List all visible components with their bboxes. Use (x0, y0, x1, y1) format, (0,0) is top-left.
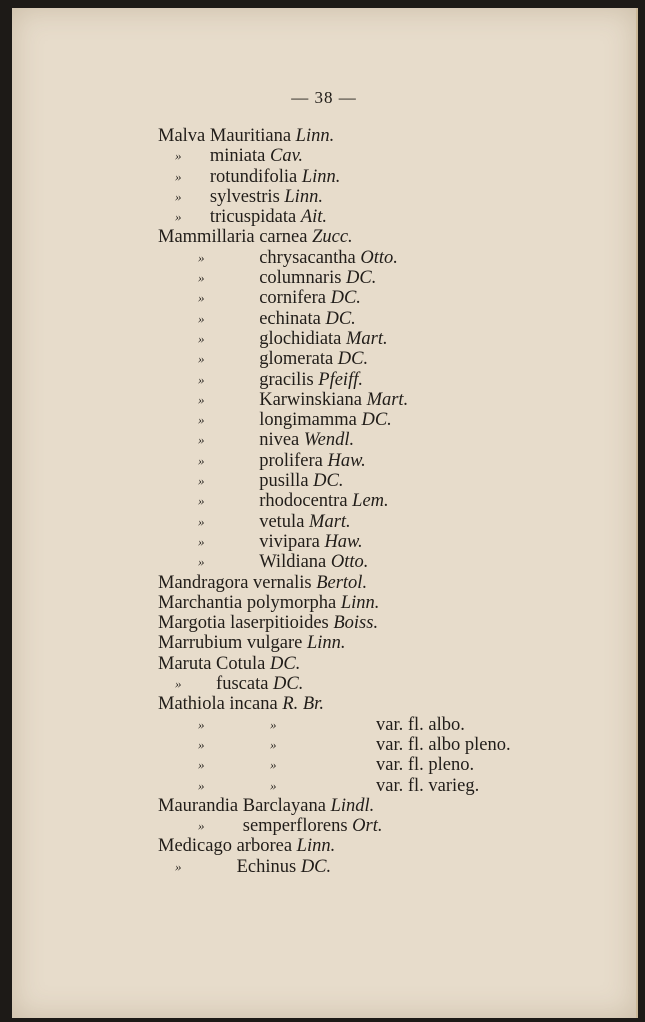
author-abbrev: Mart. (346, 328, 388, 349)
list-item (158, 654, 628, 674)
ditto-mark: » (198, 330, 205, 346)
species-name: echinata (259, 308, 321, 329)
genus-name: Margotia (158, 613, 226, 634)
species-name: Karwinskiana (259, 389, 362, 410)
author-abbrev: Linn. (301, 166, 341, 187)
ditto-mark: » (198, 736, 205, 752)
ditto-mark: » (198, 432, 205, 448)
ditto-mark: » (270, 777, 277, 793)
author-abbrev: Linn. (340, 592, 380, 613)
ditto-mark: » (198, 391, 205, 407)
genus-name: Mammillaria (158, 227, 255, 248)
list-item (158, 430, 628, 450)
species-name: columnaris (259, 268, 342, 289)
list-item (158, 816, 628, 836)
species-name: Mauritiana (209, 126, 292, 146)
species-name: vulgare (246, 633, 303, 654)
genus-name: Malva (158, 126, 206, 146)
ditto-mark: » (198, 351, 205, 367)
list-item (158, 755, 628, 775)
variety-label: var. fl. albo. (376, 714, 465, 735)
genus-name: Marrubium (158, 633, 243, 654)
genus-name: Mandragora (158, 572, 249, 593)
author-abbrev: Lindl. (330, 795, 375, 816)
species-name: vetula (259, 511, 305, 532)
species-name: vernalis (253, 572, 312, 593)
author-abbrev: Linn. (306, 633, 346, 654)
genus-name: Maurandia (158, 795, 239, 816)
ditto-mark: » (175, 676, 182, 692)
author-abbrev: Bertol. (316, 572, 368, 593)
ditto-mark: » (198, 249, 205, 265)
ditto-mark: » (198, 533, 205, 549)
ditto-mark: » (198, 270, 205, 286)
ditto-mark: » (175, 858, 182, 874)
ditto-mark: » (198, 452, 205, 468)
list-item (158, 552, 628, 572)
list-item (158, 694, 628, 714)
author-abbrev: DC. (313, 471, 344, 492)
ditto-mark: » (270, 716, 277, 732)
species-name: tricuspidata (209, 207, 297, 228)
species-name: prolifera (259, 450, 323, 471)
ditto-mark: » (198, 371, 205, 387)
species-name: arborea (236, 836, 293, 857)
species-name: polymorpha (246, 592, 337, 613)
author-abbrev: Boiss. (333, 613, 379, 634)
list-item (158, 167, 628, 187)
species-name: laserpitioides (230, 613, 329, 634)
species-name: incana (229, 694, 278, 715)
list-item (158, 349, 628, 369)
author-abbrev: DC. (273, 674, 304, 695)
list-item (158, 268, 628, 288)
species-name: longimamma (259, 410, 357, 431)
ditto-mark: » (198, 818, 205, 834)
genus-name: Medicago (158, 836, 232, 857)
author-abbrev: Linn. (295, 126, 335, 146)
ditto-mark: » (198, 757, 205, 773)
list-item (158, 370, 628, 390)
species-name: nivea (259, 430, 300, 451)
author-abbrev: DC. (337, 349, 369, 370)
ditto-mark: » (198, 513, 205, 529)
ditto-mark: » (175, 168, 182, 184)
variety-label: var. fl. pleno. (376, 755, 475, 776)
species-name: fuscata (216, 674, 269, 695)
author-abbrev: Linn. (296, 836, 336, 857)
list-item (158, 796, 628, 816)
species-name: miniata (209, 146, 266, 167)
list-item (158, 146, 628, 166)
author-abbrev: Ait. (300, 207, 328, 228)
ditto-mark: » (270, 757, 277, 773)
list-item (158, 390, 628, 410)
species-name: rhodocentra (259, 491, 348, 512)
author-abbrev: Otto. (360, 247, 398, 268)
plant-index-list (158, 126, 628, 877)
author-abbrev: Haw. (327, 450, 366, 471)
list-item (158, 248, 628, 268)
species-name: pusilla (259, 471, 309, 492)
species-name: Wildiana (259, 552, 327, 573)
species-name: Cotula (216, 653, 266, 674)
author-abbrev: Wendl. (303, 430, 355, 451)
species-name: glochidiata (259, 328, 342, 349)
author-abbrev: R. Br. (282, 694, 324, 715)
list-item (158, 857, 628, 877)
list-item (158, 633, 628, 653)
author-abbrev: DC. (270, 653, 301, 674)
species-name: Echinus (236, 856, 297, 877)
author-abbrev: Zucc. (312, 227, 353, 248)
genus-name: Maruta (158, 653, 212, 674)
species-name: chrysacantha (259, 247, 356, 268)
list-item (158, 288, 628, 308)
list-item (158, 735, 628, 755)
species-name: cornifera (259, 288, 326, 309)
ditto-mark: » (175, 148, 182, 164)
species-name: rotundifolia (209, 166, 298, 187)
ditto-mark: » (198, 310, 205, 326)
species-name: carnea (259, 227, 308, 248)
species-name: Barclayana (242, 795, 326, 816)
list-item (158, 491, 628, 511)
author-abbrev: Ort. (352, 816, 383, 837)
list-item (158, 532, 628, 552)
author-abbrev: Otto. (330, 552, 369, 573)
author-abbrev: DC. (300, 856, 332, 877)
list-item (158, 715, 628, 735)
author-abbrev: DC. (330, 288, 361, 309)
ditto-mark: » (198, 493, 205, 509)
variety-label: var. fl. albo pleno. (376, 734, 511, 755)
author-abbrev: Pfeiff. (318, 369, 363, 390)
genus-name: Marchantia (158, 592, 243, 613)
variety-label: var. fl. varieg. (376, 775, 480, 796)
author-abbrev: DC. (325, 308, 356, 329)
ditto-mark: » (198, 777, 205, 793)
ditto-mark: » (198, 716, 205, 732)
book-page (12, 8, 638, 1018)
list-item (158, 674, 628, 694)
ditto-mark: » (198, 473, 205, 489)
species-name: sylvestris (209, 186, 280, 207)
list-item (158, 126, 628, 146)
ditto-mark: » (270, 736, 277, 752)
species-name: semperflorens (242, 816, 348, 837)
author-abbrev: Mart. (366, 389, 409, 410)
author-abbrev: Mart. (309, 511, 351, 532)
list-item (158, 187, 628, 207)
genus-name: Mathiola (158, 694, 225, 715)
page-number: — 38 — (291, 88, 357, 107)
list-item (158, 471, 628, 491)
list-item (158, 613, 628, 633)
list-item (158, 451, 628, 471)
ditto-mark: » (175, 209, 182, 225)
species-name: glomerata (259, 349, 334, 370)
species-name: vivipara (259, 531, 320, 552)
author-abbrev: Cav. (269, 146, 304, 167)
list-item (158, 593, 628, 613)
author-abbrev: DC. (361, 410, 392, 431)
list-item (158, 207, 628, 227)
author-abbrev: Linn. (284, 186, 323, 207)
author-abbrev: DC. (346, 268, 377, 289)
list-item (158, 512, 628, 532)
ditto-mark: » (198, 554, 205, 570)
list-item (158, 309, 628, 329)
list-item (158, 573, 628, 593)
ditto-mark: » (198, 412, 205, 428)
list-item (158, 836, 628, 856)
author-abbrev: Haw. (324, 531, 363, 552)
ditto-mark: » (198, 290, 205, 306)
list-item (158, 329, 628, 349)
list-item (158, 227, 628, 247)
author-abbrev: Lem. (352, 491, 389, 512)
ditto-mark: » (175, 188, 182, 204)
species-name: gracilis (259, 369, 314, 390)
list-item (158, 776, 628, 796)
list-item (158, 410, 628, 430)
